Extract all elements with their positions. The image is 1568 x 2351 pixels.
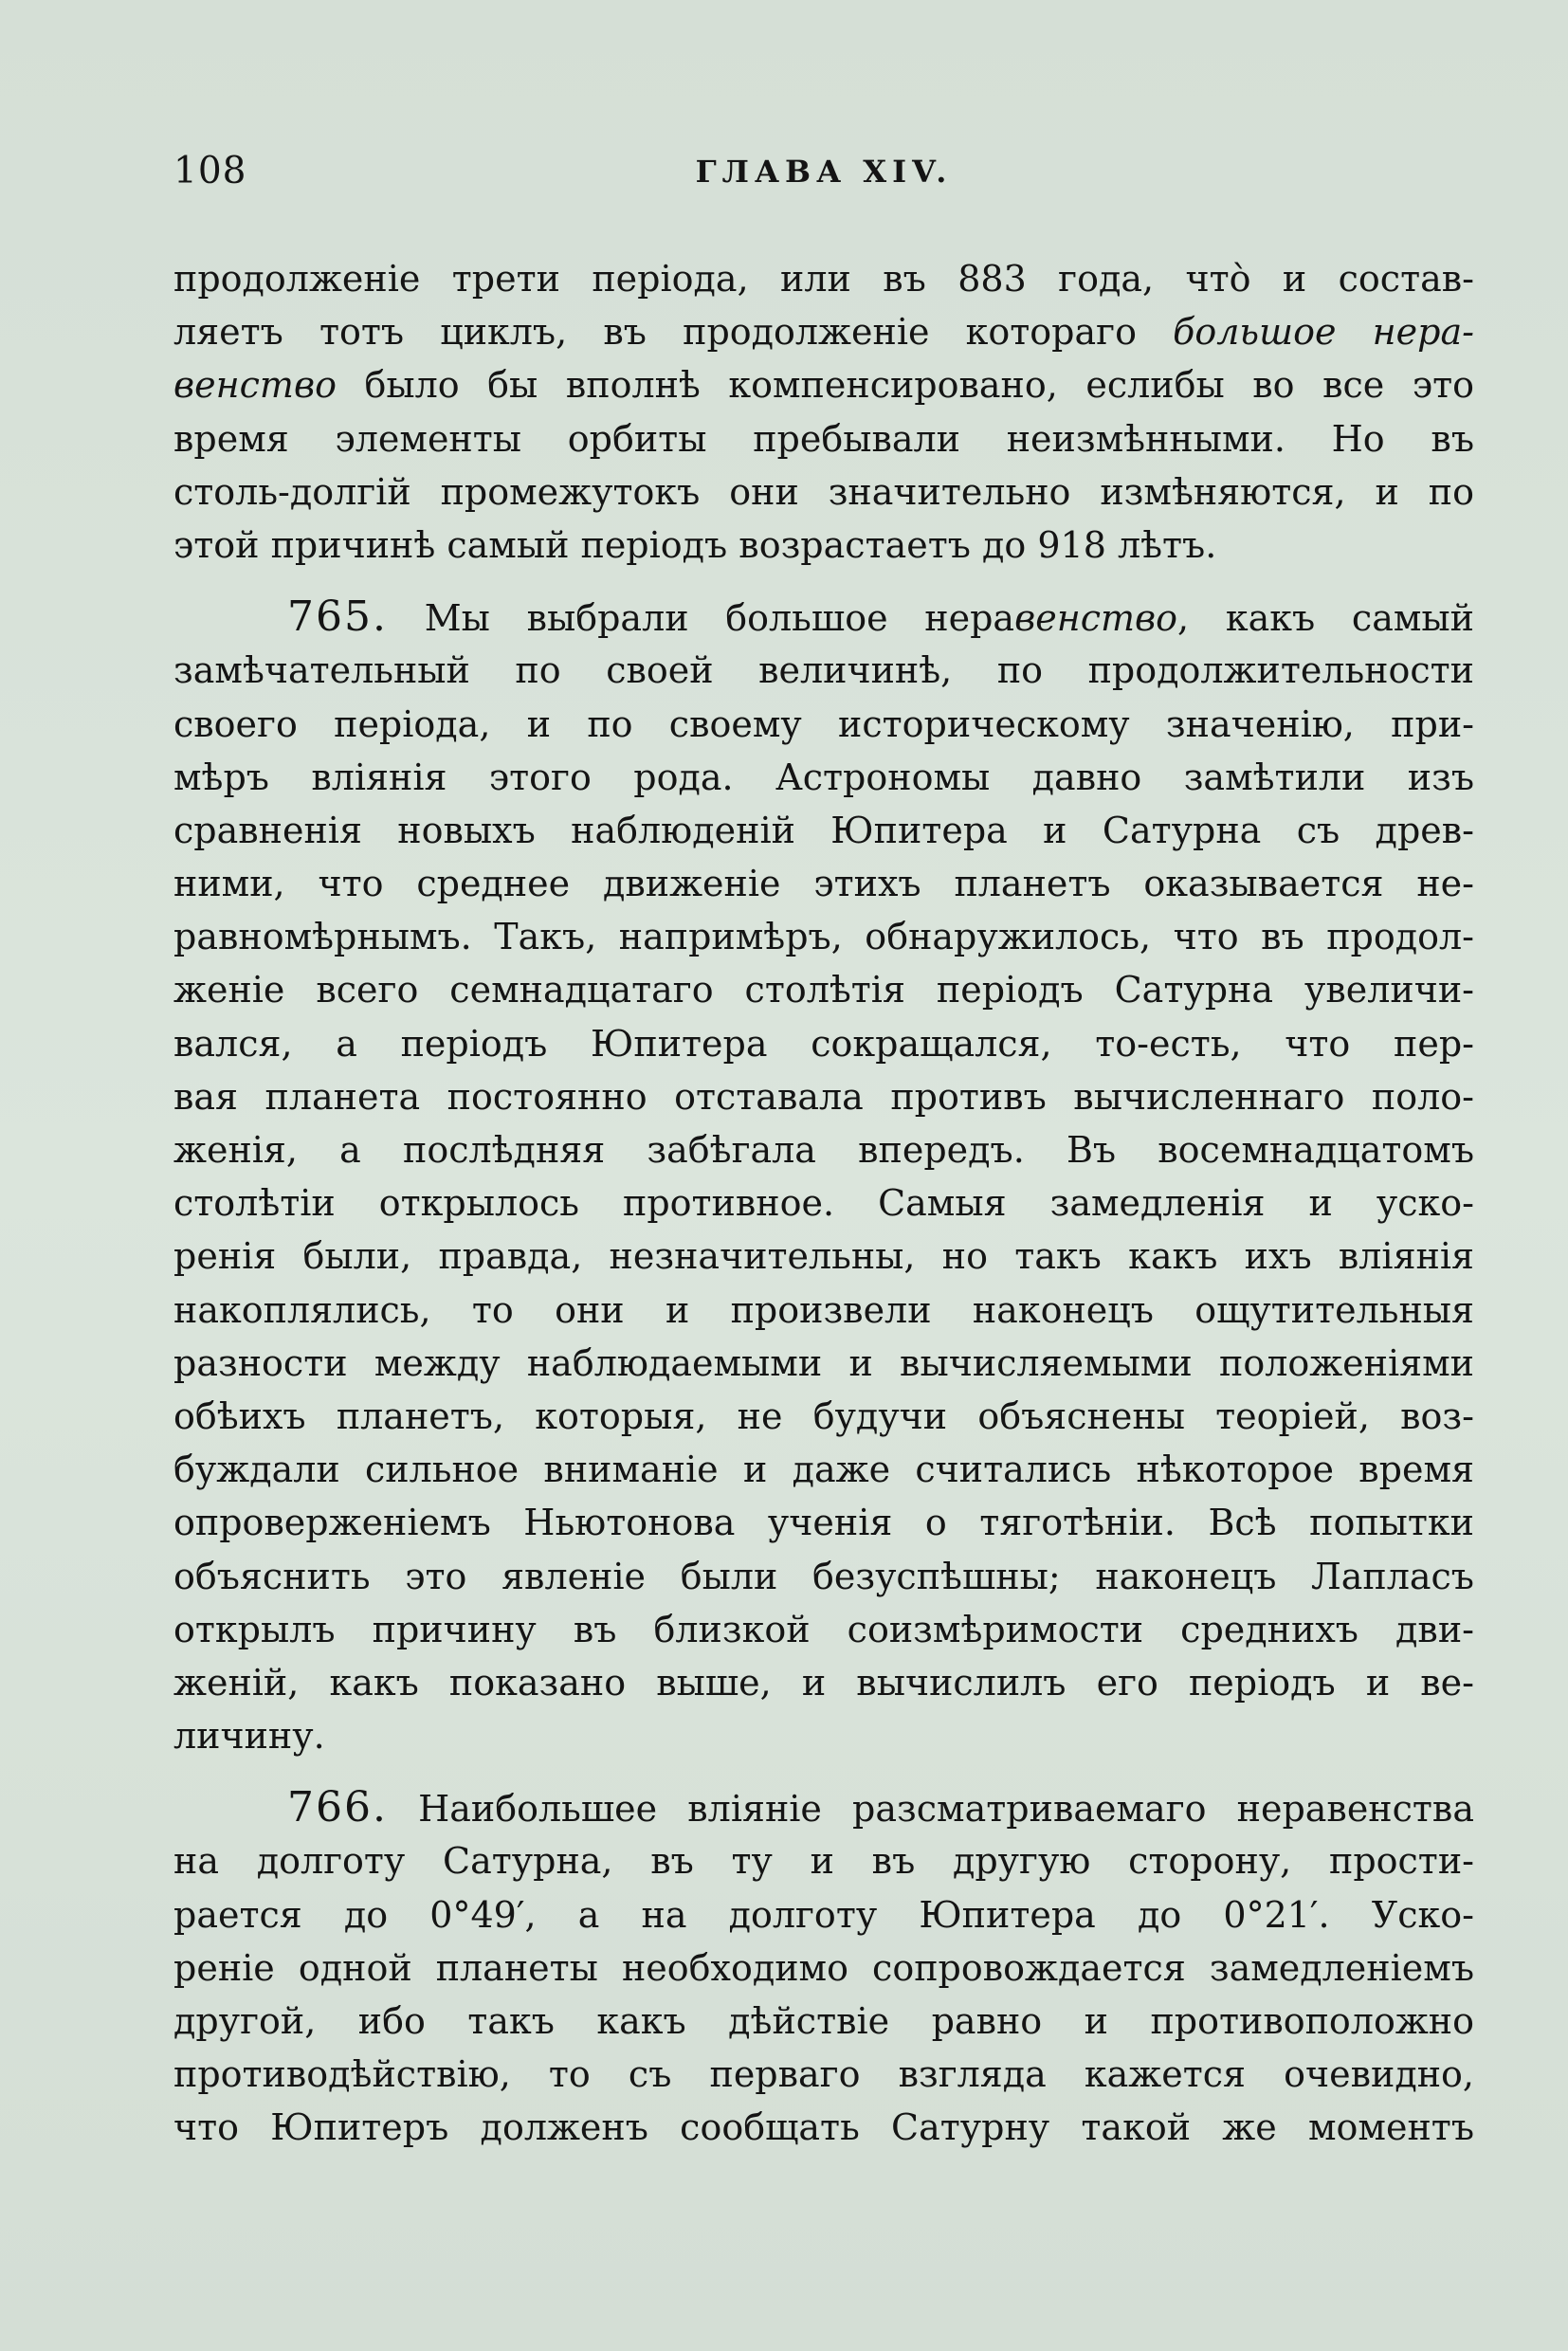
text-line: ними, что среднее движеніе этихъ планетъ оказывается не- [173, 863, 1474, 905]
text-line: своего періода, и по своему историческому значенію, при- [173, 702, 1474, 745]
paragraph-continuation [173, 252, 1474, 572]
text-line: ляетъ тотъ циклъ, въ продолженіе котораго большое нера- [173, 311, 1474, 354]
text-line: реніе одной планеты необходимо сопровождается замедленіемъ [173, 1946, 1474, 1989]
paragraph-number: 765. [287, 592, 388, 642]
running-head: ГЛАВА XIV. [695, 154, 953, 190]
paragraph-765 [173, 591, 1474, 1762]
text-line: равномѣрнымъ. Такъ, напримѣръ, обнаружилось, что въ продол- [173, 916, 1474, 958]
body-text [173, 252, 1474, 2155]
text-line: что Юпитеръ долженъ сообщать Сатурну такой же моментъ [173, 2106, 1474, 2149]
text-line: другой, ибо такъ какъ дѣйствіе равно и противоположно [173, 2000, 1474, 2042]
text-line: этой причинѣ самый періодъ возрастаетъ до 918 лѣтъ. [173, 523, 1217, 566]
text-line: вая планета постоянно отставала противъ вычисленнаго поло- [173, 1075, 1474, 1118]
text-line: женія, а послѣдняя забѣгала впередъ. Въ восемнадцатомъ [173, 1129, 1474, 1171]
text-line: объяснить это явленіе были безуспѣшны; наконецъ Лапласъ [173, 1555, 1474, 1597]
text-line: опроверженіемъ Ньютонова ученія о тяготѣніи. Всѣ попытки [173, 1502, 1474, 1544]
text-line: вался, а періодъ Юпитера сокращался, то-есть, что пер- [173, 1022, 1474, 1065]
text-line: обѣихъ планетъ, которыя, не будучи объяснены теоріей, воз- [173, 1394, 1474, 1437]
text-line: Мы выбрали большое неравенство, какъ самый [424, 597, 1474, 640]
text-line: замѣчательный по своей величинѣ, по продолжительности [173, 649, 1474, 692]
text-line: рается до 0°49′, а на долготу Юпитера до 0°21′. Уско- [173, 1893, 1474, 1936]
text-line: время элементы орбиты пребывали неизмѣнными. Но въ [173, 417, 1474, 460]
text-line: на долготу Сатурна, въ ту и въ другую сторону, прости- [173, 1840, 1474, 1883]
text-line: столѣтіи открылось противное. Самыя замедленія и уско- [173, 1182, 1474, 1225]
text-line: Наибольшее вліяніе разсматриваемаго неравенства [418, 1788, 1474, 1831]
text-line-with-number [173, 1781, 1474, 1834]
text-line: буждали сильное вниманіе и даже считались нѣкоторое время [173, 1449, 1474, 1491]
text-line: сравненія новыхъ наблюденій Юпитера и Сатурна съ древ- [173, 809, 1474, 851]
text-line: личину. [173, 1715, 325, 1758]
text-line: продолженіе трети періода, или въ 883 года, что̀ и состав- [173, 258, 1474, 300]
text-line: противодѣйствію, то съ перваго взгляда кажется очевидно, [173, 2053, 1474, 2096]
text-line: накоплялись, то они и произвели наконецъ ощутительныя [173, 1288, 1474, 1331]
page-header [173, 150, 1474, 207]
paragraph-766 [173, 1781, 1474, 2154]
text-line: венство было бы вполнѣ компенсировано, еслибы во все это [173, 364, 1474, 407]
text-line: столь-долгій промежутокъ они значительно измѣняются, и по [173, 470, 1474, 513]
text-line: разности между наблюдаемыми и вычисляемыми положеніями [173, 1341, 1474, 1384]
text-line: женіе всего семнадцатаго столѣтія періодъ Сатурна увеличи- [173, 969, 1474, 1011]
page-number: 108 [173, 150, 247, 192]
paragraph-number: 766. [287, 1783, 388, 1832]
text-line: ренія были, правда, незначительны, но такъ какъ ихъ вліянія [173, 1235, 1474, 1278]
text-line: открылъ причину въ близкой соизмѣримости среднихъ дви- [173, 1608, 1474, 1650]
text-line: мѣръ вліянія этого рода. Астрономы давно замѣтили изъ [173, 756, 1474, 798]
text-line-with-number [173, 591, 1474, 644]
text-line: женій, какъ показано выше, и вычислилъ его періодъ и ве- [173, 1661, 1474, 1704]
